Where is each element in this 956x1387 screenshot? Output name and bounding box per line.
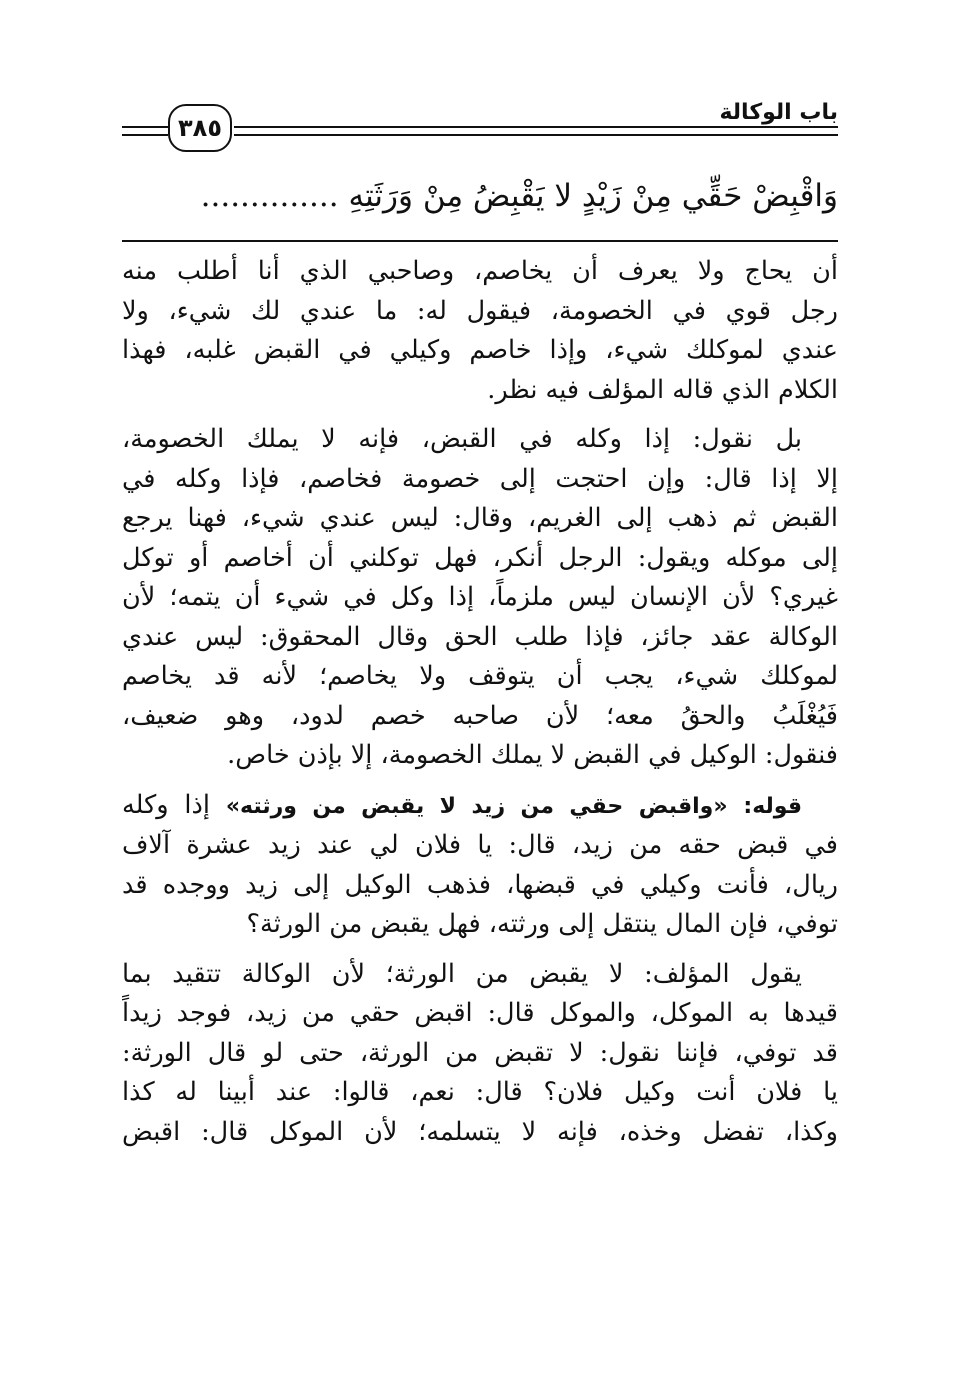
text-line: الوكالة عقد جائز، فإذا طلب الحق وقال المحقوق: ليس عندي (122, 621, 838, 652)
header-rule (122, 134, 168, 136)
chapter-title: باب الوكالة (713, 100, 838, 126)
text-line: في قبض حقه من زيد، قال: يا فلان لي عند زيد عشرة آلاف (122, 830, 838, 860)
paragraph (122, 786, 838, 945)
text-line: قد توفي، فإننا نقول: لا تقبض من الورثة، حتى لو قال الورثة: (122, 1037, 838, 1068)
text-line: رجل قوي في الخصومة، فيقول له: ما عندي لك شيء، ولا (122, 295, 838, 326)
text-line: الكلام الذي قاله المؤلف فيه نظر. (487, 374, 838, 405)
text-line: يقول المؤلف: لا يقبض من الورثة؛ لأن الوكالة تتقيد بما (122, 958, 802, 989)
qawl-label: قوله: (743, 793, 802, 819)
text-line: قيدها به الموكل، والموكل قال: اقبض حقي من زيد، فوجد زيداً (122, 998, 838, 1028)
text-line: عندي لموكلك شيء، وإذا خاصم وكيلي في القبض غلبه، فهذا (122, 335, 838, 365)
text-line: فَيُغْلَبُ والحقُ معه؛ لأن صاحبه خصم لدود، وهو ضعيف، (122, 700, 838, 731)
text-line: فنقول: الوكيل في القبض لا يملك الخصومة، إلا بإذن خاص. (227, 740, 838, 770)
text-line: يا فلان أنت وكيل فلان؟ قال: نعم، قالوا: عند أبينا له كذا (122, 1077, 838, 1107)
page-header (122, 100, 838, 160)
text-line: ريال، فأنت وكيلي في قبضها، فذهب الوكيل إلى زيد ووجده قد (122, 869, 838, 900)
text-line: توفي، فإن المال ينتقل إلى ورثته، فهل يقبض من الورثة؟ (246, 909, 838, 939)
text-line (122, 786, 838, 827)
text-line: القبض ثم ذهب إلى الغريم، وقال: ليس عندي شيء، فهنا يرجع (122, 503, 838, 533)
paragraph (122, 420, 838, 776)
qawl-rest: إذا وكله (122, 789, 210, 820)
commentary-body (122, 252, 838, 1162)
text-line: لموكلك شيء، يجب أن يتوقف ولا يخاصم؛ لأنه قد يخاصم (122, 661, 838, 691)
text-line: أن يحاج ولا يعرف أن يخاصم، وصاحبي الذي أنا أطلب منه (122, 256, 838, 286)
header-rule (122, 126, 168, 128)
text-line: غيري؟ لأن الإنسان ليس ملزماً، إذا وكل في شيء أن يتمه؛ لأن (122, 582, 838, 612)
text-line: إلا إذا قال: وإن احتجت إلى خصومة فخاصم، فإذا وكله في (122, 463, 838, 494)
qawl-quote: «واقبض حقي من زيد لا يقبض من ورثته» (225, 793, 728, 819)
paragraph (122, 955, 838, 1153)
matn-text: وَاقْبِضْ حَقِّي مِنْ زَيْدٍ لا يَقْبِضُ مِنْ وَرَثَتِهِ .............. (200, 178, 838, 214)
header-rule (234, 134, 838, 136)
text-line: بل نقول: إذا وكله في القبض، فإنه لا يملك الخصومة، (122, 424, 802, 454)
paragraph (122, 252, 838, 410)
matn-divider (122, 240, 838, 242)
page-number: ٣٨٥ (168, 104, 232, 152)
text-line: وكذا، تفضل وخذه، فإنه لا يتسلمه؛ لأن الموكل قال: اقبض (122, 1116, 838, 1147)
text-line: إلى موكله ويقول: الرجل أنكر، فهل توكلني أن أخاصم أو توكل (122, 542, 838, 573)
header-rule (234, 126, 838, 128)
